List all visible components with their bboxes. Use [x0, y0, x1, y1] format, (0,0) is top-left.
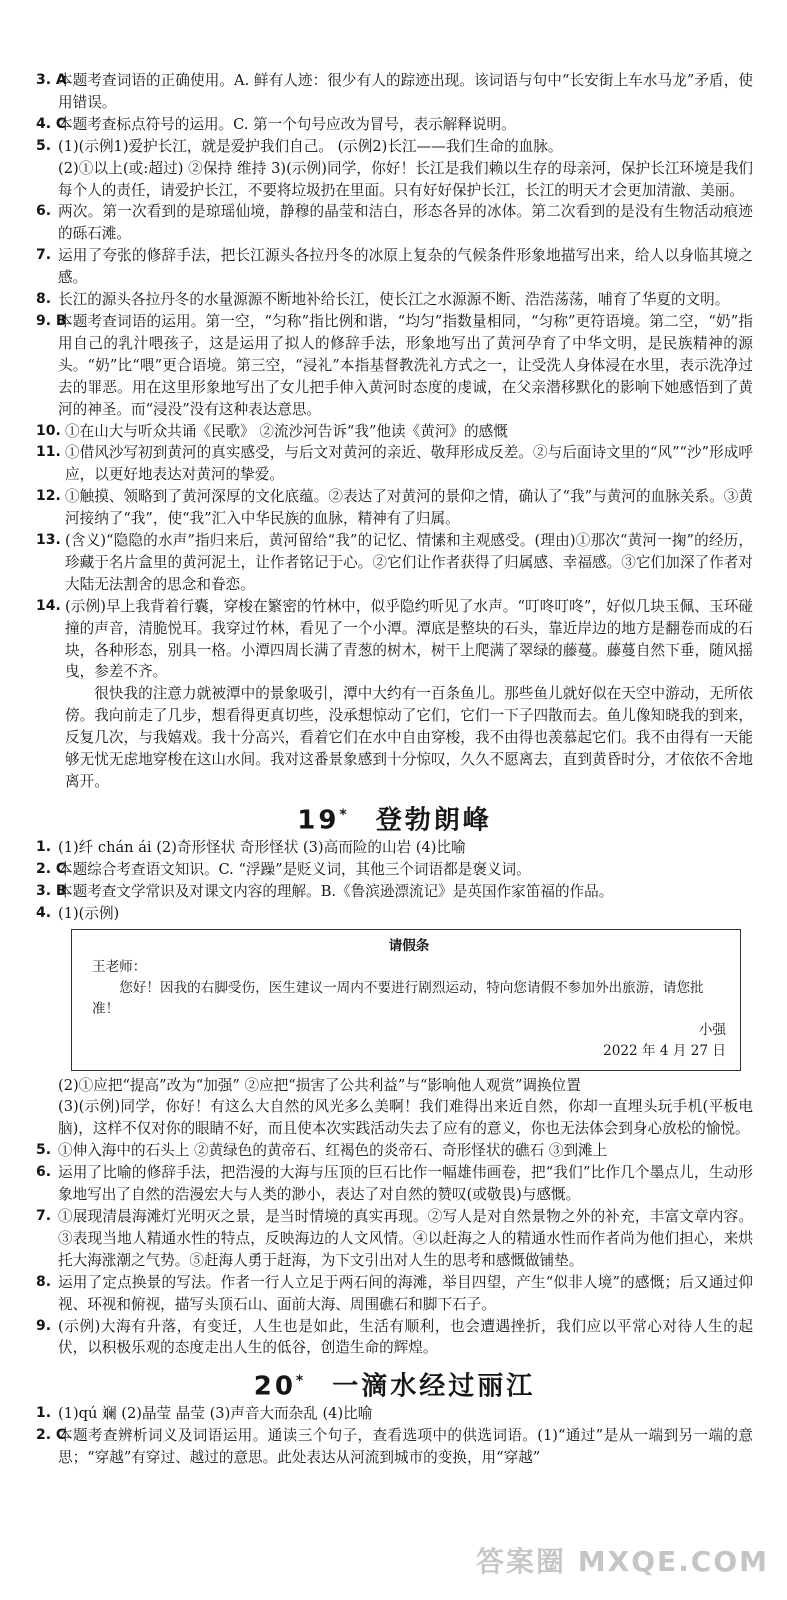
leave-note-box	[71, 929, 741, 1071]
leave-note-date: 2022 年 4 月 27 日	[603, 1042, 726, 1059]
answer-item-18-14: 14. (示例)早上我背着行囊，穿梭在繁密的竹林中，似乎隐约听见了水声。“叮咚叮咚”，好似几块玉佩、玉环碰撞的声音，清脆悦耳。我穿过竹林，看见了一个小潭。潭底是整块的石头，靠近岸边的地方是翻卷而成的石块，各种形态，别具一格。小潭四周长满了青葱的树木，树干上爬满了翠绿的藤蔓。藤蔓自然下垂，随风摇曳，参差不齐。 很快我的注意力就被潭中的景象吸引，潭中大约有一百条鱼儿。那些鱼儿就好似在天空中游动，无所依傍。我向前走了几步，想看得更真切些，没承想惊动了它们，它们一下子四散而去。鱼儿像知晓我的到来，反复几次，与我嬉戏。我十分高兴，看着它们在水中自由穿梭，我不由得也羡慕起它们。我不由得有一天能够无忧无虑地穿梭在这山水间。我对这番景象感到十分惊叹，久久不愿离去，直到黄昏时分，才依依不舍地离开。	[36, 597, 753, 790]
leave-note-greeting: 王老师：	[92, 958, 147, 975]
answer-item-18-13: 13. (含义)“隐隐的水声”指归来后，黄河留给“我”的记忆、情愫和主观感受。(理由)①那次“黄河一掬”的经历，珍藏于名片盒里的黄河泥土，让作者铭记于心。②它们让作者获得了归属感、幸福感。③它们加深了作者对大陆无法割舍的思念和眷恋。	[36, 532, 753, 593]
answer-item-19-5: 5. ①伸入海中的石头上 ②黄绿色的黄帝石、红褐色的炎帝石、奇形怪状的礁石 ③到滩上	[36, 1142, 608, 1160]
answer-item-18-11: 11. ①借风沙写初到黄河的真实感受，与后文对黄河的亲近、敬拜形成反差。②与后面诗文里的“风”“沙”形成呼应，以更好地表达对黄河的挚爱。	[36, 444, 753, 484]
answer-item-18-7: 7. 运用了夸张的修辞手法，把长江源头各拉丹冬的冰原上复杂的气候条件形象地描写出来，给人以身临其境之感。	[36, 247, 753, 287]
section-title-20: 20* 一滴水经过丽江	[253, 1371, 536, 1402]
leave-note-title: 请假条	[388, 937, 430, 954]
answer-item-18-10: 10. ①在山大与听众共诵《民歌》 ②流沙河告诉“我”他读《黄河》的感慨	[36, 422, 508, 440]
answer-item-19-9: 9. (示例)大海有升落，有变迁，人生也是如此，生活有顺利，也会遭遇挫折，我们应以平常心对待人生的起伏，以积极乐观的态度走出人生的低谷，创造生命的辉煌。	[36, 1317, 753, 1357]
answer-item-19-8: 8. 运用了定点换景的写法。作者一行人立足于两石间的海滩，举目四望，产生“似非人境”的感慨；后又通过仰视、环视和俯视，描写头顶石山、面前大海、周围礁石和脚下石子。	[36, 1273, 753, 1313]
answer-item-19-2: 2. C 本题综合考查语文知识。C. “浮躁”是贬义词，其他三个词语都是褒义词。	[36, 860, 531, 878]
section-title-19: 19* 登勃朗峰	[297, 805, 492, 836]
answer-item-18-8: 8. 长江的源头各拉丹冬的水量源源不断地补给长江，使长江之水源源不断、浩浩荡荡，哺育了华夏的文明。	[36, 291, 730, 309]
leave-note-signature: 小强	[698, 1021, 726, 1038]
answer-item-19-3: 3. B 本题考查文学常识及对课文内容的理解。B.《鲁滨逊漂流记》是英国作家笛福的作品。	[36, 882, 614, 900]
answer-item-19-6: 6. 运用了比喻的修辞手法，把浩漫的大海与压顶的巨石比作一幅雄伟画卷，把“我们”比作几个墨点儿，生动形象地写出了自然的浩漫宏大与人类的渺小，表达了对自然的赞叹(或敬畏)与感慨。	[36, 1164, 753, 1204]
answer-item-19-7: 7. ①展现清晨海滩灯光明灭之景，是当时情境的真实再现。②写人是对自然景物之外的补充，丰富文章内容。③表现当地人精通水性的特点，反映海边的人文风情。④以赶海之人的精通水性而作者尚为他们担心，来烘托大海涨潮之气势。⑤赶海人勇于赶海，为下文引出对人生的思考和感慨做铺垫。	[36, 1207, 753, 1269]
answer-item-20-1: 1. (1)qú 斓 (2)晶莹 晶莹 (3)声音大而杂乱 (4)比喻	[36, 1405, 373, 1423]
leave-note-body: 您好！因我的右脚受伤，医生建议一周内不要进行剧烈运动，特向您请假不参加外出旅游，请您批准！	[92, 979, 704, 1017]
answer-item-18-3: 3. A 本题考查词语的正确使用。A. 鲜有人迹：很少有人的踪迹出现。该词语与句中“长安街上车水马龙”矛盾，使用错误。	[36, 72, 753, 111]
answer-item-19-4-2: (2)①应把“提高”改为“加强” ②应把“损害了公共利益”与“影响他人观赏”调换位置	[58, 1076, 581, 1094]
site-watermark: 答案圈 MXQE.COM	[476, 1545, 769, 1578]
answer-item-19-1: 1. (1)纤 chán ái (2)奇形怪状 奇形怪状 (3)高而险的山岩 (4)比喻	[36, 838, 466, 856]
answer-item-19-4-3: (3)(示例)同学，你好！有这么大自然的风光多么美啊！我们难得出来近自然，你却一直埋头玩手机(平板电脑)，这样不仅对你的眼睛不好，而且使本次实践活动失去了应有的意义，你也无法体会到身心放松的愉悦。	[58, 1098, 753, 1138]
answer-item-19-4: 4. (1)(示例)	[36, 904, 120, 922]
answer-item-18-9: 9. B 本题考查词语的运用。第一空，“匀称”指比例和谐，“均匀”指数量相同，“匀称”更符语境。第二空，“奶”指用自己的乳汁喂孩子，这是运用了拟人的修辞手法，形象地写出了黄河孕育了中华文明，是民族精神的源头。“奶”比“喂”更合语境。第三空，“浸礼”本指基督教洗礼方式之一，让受洗人身体浸在水里，表示洗净过去的罪恶。用在这里形象地写出了女儿把手伸入黄河时态度的虔诚，在父亲潜移默化的影响下她感悟到了黄河的神圣。而“浸没”没有这种表达意思。	[36, 312, 753, 418]
answer-item-20-2: 2. C 本题考查辨析词义及词语运用。通读三个句子，查看选项中的供选词语。(1)“通过”是从一端到另一端的意思；“穿越”有穿过、越过的意思。此处表达从河流到城市的变换，用“穿越”	[36, 1427, 753, 1467]
answer-item-18-5: 5. (1)(示例1)爱护长江，就是爱护我们自己。 (示例2)长江——我们生命的血脉。 (2)①以上(或:超过) ②保持 维持 3)(示例)同学，你好！长江是我们赖以生存的母亲河，保护长江环境是我们每个人的责任，请爱护长江，不要将垃圾扔在里面。只有好好保护长江，长江的明天才会更加清澈、美丽。	[36, 137, 753, 199]
answer-item-18-6: 6. 两次。第一次看到的是琼瑶仙境，静穆的晶莹和洁白，形态各异的冰体。第二次看到的是没有生物活动痕迹的砾石滩。	[36, 203, 753, 243]
answer-item-18-12: 12. ①触摸、领略到了黄河深厚的文化底蕴。②表达了对黄河的景仰之情，确认了“我”与黄河的血脉关系。③黄河接纳了“我”，使“我”汇入中华民族的血脉，精神有了归属。	[36, 488, 753, 528]
answer-item-18-4: 4. C 本题考查标点符号的运用。C. 第一个句号应改为冒号，表示解释说明。	[36, 115, 516, 133]
